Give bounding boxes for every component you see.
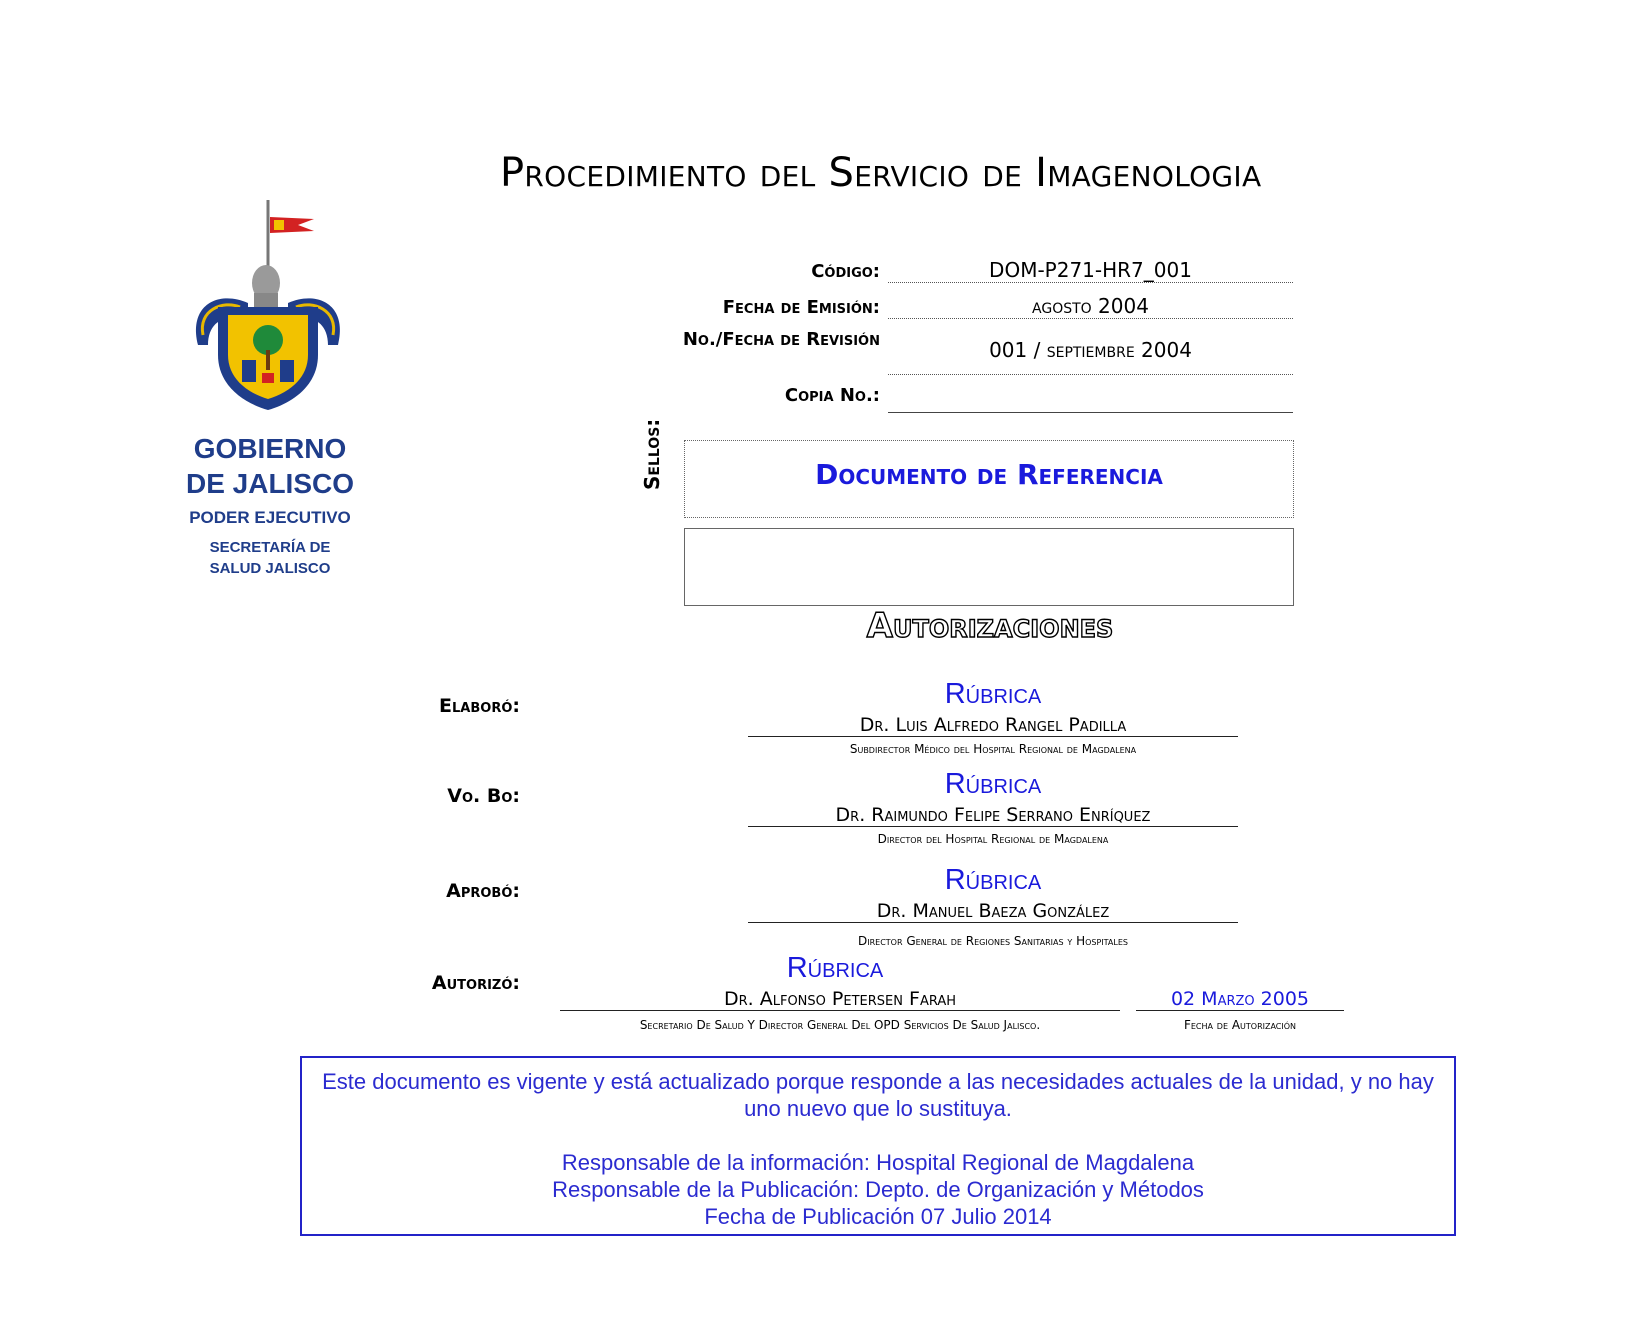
autorizo-rubrica: Rúbrica xyxy=(786,952,884,984)
logo-line-secretaria: SECRETARÍA DE SALUD JALISCO xyxy=(209,539,331,577)
sellos-label: Sellos: xyxy=(640,418,664,490)
coat-of-arms-icon xyxy=(178,195,358,425)
aprobo-role: Director General de Regiones Sanitarias y Hospitales xyxy=(857,934,1128,948)
fecha-emision-label: Fecha de Emisión: xyxy=(722,297,880,318)
logo-line-poder-ejecutivo: PODER EJECUTIVO xyxy=(189,508,351,527)
codigo-label: Código: xyxy=(811,261,880,282)
documento-de-referencia: Documento de Referencia xyxy=(815,458,1163,491)
vobo-rubrica: Rúbrica xyxy=(944,768,1042,800)
gobierno-jalisco-logo xyxy=(170,195,370,615)
fecha-emision-value: agosto 2004 xyxy=(888,294,1293,319)
aprobo-name: Dr. Manuel Baeza González xyxy=(748,900,1238,923)
notice-vigencia: Este documento es vigente y está actualizado porque responde a las necesidades actuales de la unidad, y no hay uno nuevo que lo sustituya. xyxy=(322,1069,1434,1121)
vigencia-notice xyxy=(300,1056,1456,1236)
elaboro-name: Dr. Luis Alfredo Rangel Padilla xyxy=(748,714,1238,737)
copia-label: Copia No.: xyxy=(784,385,880,406)
elaboro-rubrica: Rúbrica xyxy=(944,678,1042,710)
aprobo-rubrica: Rúbrica xyxy=(944,864,1042,896)
revision-value: 001 / septiembre 2004 xyxy=(888,338,1293,375)
notice-fecha-publicacion: Fecha de Publicación 07 Julio 2014 xyxy=(704,1204,1052,1229)
elaboro-label: Elaboró: xyxy=(439,695,520,717)
vobo-name: Dr. Raimundo Felipe Serrano Enríquez xyxy=(748,804,1238,827)
autorizo-role: Secretario De Salud Y Director General Del OPD Servicios De Salud Jalisco. xyxy=(639,1018,1041,1032)
document-title: Procedimiento del Servicio de Imagenologia xyxy=(500,150,1262,196)
copia-value xyxy=(888,384,1293,413)
notice-responsable-publicacion: Responsable de la Publicación: Depto. de Organización y Métodos xyxy=(552,1177,1204,1202)
revision-label: No./Fecha de Revisión xyxy=(682,329,880,350)
logo-line-gobierno: GOBIERNO xyxy=(193,433,347,464)
autorizacion-date: 02 Marzo 2005 xyxy=(1136,988,1344,1011)
vobo-label: Vo. Bo: xyxy=(447,785,520,807)
notice-responsable-informacion: Responsable de la información: Hospital Regional de Magdalena xyxy=(561,1150,1195,1175)
logo-line-de-jalisco: DE JALISCO xyxy=(185,468,355,499)
codigo-value: DOM-P271-HR7_001 xyxy=(888,258,1293,283)
stamp-box-empty xyxy=(684,528,1294,606)
autorizo-label: Autorizó: xyxy=(431,972,520,994)
aprobo-label: Aprobó: xyxy=(446,880,520,902)
vobo-role: Director del Hospital Regional de Magdalena xyxy=(877,832,1109,846)
autorizo-name: Dr. Alfonso Petersen Farah xyxy=(560,988,1120,1011)
elaboro-role: Subdirector Médico del Hospital Regional de Magdalena xyxy=(849,742,1137,756)
autorizaciones-heading: Autorizaciones xyxy=(866,606,1114,646)
autorizacion-date-label: Fecha de Autorización xyxy=(1183,1018,1297,1032)
